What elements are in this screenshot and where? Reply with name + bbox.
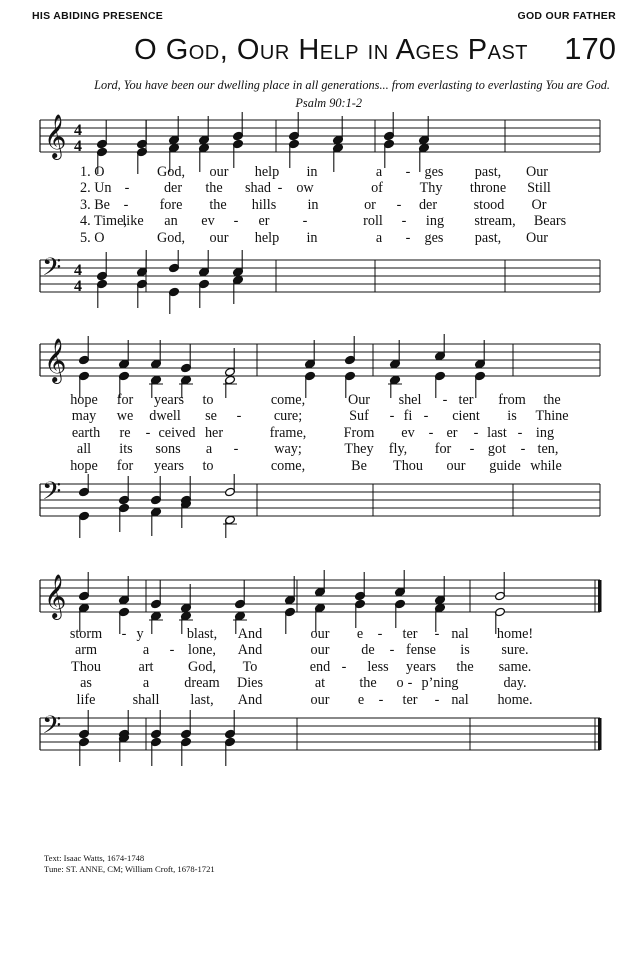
lyric-syllable: all xyxy=(76,441,92,458)
lyric-syllable: shel xyxy=(398,392,422,408)
lyric-syllable: o xyxy=(396,675,404,692)
lyric-syllable: God, xyxy=(157,229,185,246)
lyric-syllable: art xyxy=(138,658,154,675)
lyric-syllable: Thine xyxy=(535,408,569,425)
lyric-syllable: ev xyxy=(401,424,415,441)
syllable-hyphen: - xyxy=(428,424,434,441)
syllable-hyphen: - xyxy=(233,213,239,230)
lyric-syllable: hope xyxy=(70,392,98,408)
hymn-title: O God, Our Help in Ages Past xyxy=(134,34,528,66)
lyric-syllable: stood xyxy=(473,196,505,213)
stanza-2-line xyxy=(0,642,640,658)
syllable-hyphen: - xyxy=(423,408,429,425)
syllable-hyphen: - xyxy=(233,441,239,458)
syllable-hyphen: - xyxy=(473,424,479,441)
lyric-syllable: past, xyxy=(474,164,502,180)
lyric-syllable: lone, xyxy=(188,642,216,659)
treble-clef-icon: 𝄞 xyxy=(44,573,67,618)
lyric-syllable: From xyxy=(343,424,375,441)
lyric-syllable: in xyxy=(307,196,319,213)
lyric-syllable: blast, xyxy=(186,626,218,642)
lyric-syllable: come, xyxy=(270,457,306,474)
lyric-syllable: or xyxy=(364,196,376,213)
lyric-syllable: They xyxy=(344,441,374,458)
lyric-syllable: its xyxy=(119,441,133,458)
lyric-syllable: help xyxy=(254,229,280,246)
lyric-syllable: help xyxy=(254,164,280,180)
lyric-syllable: Bears xyxy=(533,213,567,230)
lyric-syllable: earth xyxy=(71,424,101,441)
lyric-syllable: in xyxy=(306,229,318,246)
lyric-syllable: our xyxy=(209,164,229,180)
lyric-syllable: ter xyxy=(458,392,474,408)
syllable-hyphen: - xyxy=(442,392,448,408)
bass-clef-icon: 𝄢 xyxy=(42,477,62,512)
lyric-syllable: is xyxy=(507,408,517,425)
lyric-syllable: Thou xyxy=(71,658,101,675)
lyric-syllable: past, xyxy=(474,229,502,246)
lyric-syllable: years xyxy=(154,457,184,474)
lyric-syllable: se xyxy=(205,408,217,425)
lyric-syllable: 2. Un xyxy=(80,180,112,197)
lyric-syllable: sons xyxy=(155,441,181,458)
lyric-syllable: der xyxy=(163,180,183,197)
lyric-syllable: same. xyxy=(498,658,532,675)
lyric-syllable: Still xyxy=(527,180,551,197)
lyric-syllable: our xyxy=(209,229,229,246)
stanza-5-line xyxy=(0,230,640,246)
lyric-syllable: ceived xyxy=(158,424,196,441)
lyric-syllable: way; xyxy=(274,441,302,458)
lyric-syllable: may xyxy=(71,408,97,425)
treble-clef-icon: 𝄞 xyxy=(44,113,67,158)
stanza-1-line xyxy=(0,164,640,180)
lyric-syllable: hope xyxy=(70,457,98,474)
lyric-syllable: at xyxy=(314,675,326,692)
lyric-syllable: the xyxy=(456,658,474,675)
lyric-syllable: Be xyxy=(351,457,367,474)
lyric-syllable: life xyxy=(76,691,96,708)
lyric-syllable: our xyxy=(310,642,330,659)
stanza-3-line xyxy=(0,197,640,213)
lyric-syllable: 4. Time, xyxy=(80,213,127,230)
lyric-syllable: ow xyxy=(296,180,314,197)
stanza-4-line xyxy=(0,675,640,691)
lyric-syllable: throne xyxy=(469,180,507,197)
lyric-syllable: shad xyxy=(244,180,272,197)
lyric-syllable: And xyxy=(237,626,263,642)
lyric-syllable: a xyxy=(142,642,150,659)
lyric-syllable: last, xyxy=(190,691,214,708)
bass-staff-system-2 xyxy=(0,474,640,538)
lyric-syllable: er xyxy=(446,424,458,441)
lyric-syllable: roll xyxy=(363,213,383,230)
lyric-syllable: Our xyxy=(525,229,549,246)
running-header-left: HIS ABIDING PRESENCE xyxy=(32,10,164,22)
syllable-hyphen: - xyxy=(302,213,308,230)
lyric-syllable: less xyxy=(367,658,389,675)
lyric-syllable: e xyxy=(356,626,364,642)
bass-clef-icon: 𝄢 xyxy=(42,253,62,288)
lyric-syllable: And xyxy=(237,642,263,659)
syllable-hyphen: - xyxy=(236,408,242,425)
stanza-2-line xyxy=(0,408,640,424)
lyric-syllable: dream xyxy=(184,675,220,692)
lyric-syllable: Dies xyxy=(236,675,264,692)
lyric-syllable: And xyxy=(237,691,263,708)
lyric-syllable: a xyxy=(142,675,150,692)
lyric-syllable: for xyxy=(116,392,134,408)
lyric-syllable: Thy xyxy=(419,180,443,197)
syllable-hyphen: - xyxy=(407,675,413,692)
lyric-syllable: end xyxy=(309,658,331,675)
text-credit: Text: Isaac Watts, 1674-1748 xyxy=(44,853,145,863)
stanza-3-line xyxy=(0,659,640,675)
syllable-hyphen: - xyxy=(378,691,384,708)
lyric-syllable: er xyxy=(258,213,270,230)
stanza-2-line xyxy=(0,180,640,196)
lyric-syllable: 3. Be xyxy=(80,196,110,213)
lyric-syllable: fore xyxy=(159,196,183,213)
lyric-syllable: ev xyxy=(201,213,215,230)
lyric-syllable: years xyxy=(406,658,436,675)
lyric-syllable: to xyxy=(202,457,214,474)
lyric-syllable: as xyxy=(80,675,92,692)
hymn-number: 170 xyxy=(564,31,616,66)
lyric-syllable: while xyxy=(530,457,562,474)
treble-staff-system-2 xyxy=(0,334,640,398)
lyric-syllable: for xyxy=(116,457,134,474)
syllable-hyphen: - xyxy=(434,691,440,708)
tune-credit: Tune: ST. ANNE, CM; William Croft, 1678-1721 xyxy=(44,864,215,874)
lyric-syllable: a xyxy=(205,441,213,458)
lyric-syllable: got xyxy=(487,441,507,458)
lyric-syllable: storm xyxy=(69,626,103,642)
lyric-syllable: the xyxy=(359,675,377,692)
lyric-syllable: stream, xyxy=(474,213,516,230)
lyric-syllable: fly, xyxy=(388,441,408,458)
lyric-syllable: guide xyxy=(489,457,521,474)
syllable-hyphen: - xyxy=(434,626,440,642)
stanza-4-line xyxy=(0,213,640,229)
lyric-syllable: ter xyxy=(402,691,418,708)
stanza-4-line xyxy=(0,441,640,457)
lyric-syllable: last xyxy=(487,424,507,441)
syllable-hyphen: - xyxy=(377,626,383,642)
scripture-citation: Psalm 90:1-2 xyxy=(295,96,362,110)
final-barline-thick xyxy=(598,718,602,750)
lyric-syllable: day. xyxy=(503,675,527,692)
lyric-syllable: ges xyxy=(424,229,444,246)
scripture-epigraph: Lord, You have been our dwelling place in all generations... from everlasting to everlasting You are God. xyxy=(94,78,610,92)
lyric-syllable: of xyxy=(371,180,383,197)
treble-staff-system-3 xyxy=(0,570,640,634)
time-signature-icon: 4 xyxy=(74,122,82,140)
lyric-syllable: is xyxy=(460,642,470,659)
lyric-syllable: ten, xyxy=(537,441,559,458)
lyric-syllable: ing xyxy=(535,424,555,441)
lyric-syllable: an xyxy=(164,213,178,230)
lyric-syllable: God, xyxy=(188,658,216,675)
lyric-syllable: the xyxy=(205,180,223,197)
lyric-syllable: dwell xyxy=(149,408,181,425)
lyric-syllable: cure; xyxy=(273,408,303,425)
lyric-syllable: cient xyxy=(452,408,480,425)
stanza-1-line xyxy=(0,626,640,642)
running-header-right: GOD OUR FATHER xyxy=(517,10,616,22)
lyric-syllable: nal xyxy=(451,626,469,642)
lyric-syllable: our xyxy=(310,691,330,708)
syllable-hyphen: - xyxy=(520,441,526,458)
lyric-syllable: home. xyxy=(497,691,533,708)
syllable-hyphen: - xyxy=(389,642,395,659)
lyric-syllable: ter xyxy=(402,626,418,642)
syllable-hyphen: - xyxy=(517,424,523,441)
syllable-hyphen: - xyxy=(469,441,475,458)
syllable-hyphen: - xyxy=(124,180,130,197)
lyric-syllable: from xyxy=(498,392,526,408)
lyric-syllable: p’ning xyxy=(421,675,459,692)
syllable-hyphen: - xyxy=(401,213,407,230)
lyric-syllable: Our xyxy=(347,392,371,408)
lyric-syllable: ing xyxy=(425,213,445,230)
lyric-syllable: Thou xyxy=(393,457,423,474)
syllable-hyphen: - xyxy=(121,626,127,642)
lyric-syllable: a xyxy=(375,164,383,180)
lyric-syllable: Our xyxy=(525,164,549,180)
lyric-syllable: our xyxy=(310,626,330,642)
lyric-syllable: like xyxy=(122,213,144,230)
lyric-syllable: re xyxy=(119,424,131,441)
lyric-syllable: for xyxy=(434,441,452,458)
lyric-syllable: the xyxy=(209,196,227,213)
lyric-syllable: y xyxy=(136,626,144,642)
stanza-5-line xyxy=(0,692,640,708)
lyric-syllable: God, xyxy=(157,164,185,180)
lyric-syllable: der xyxy=(418,196,438,213)
lyric-syllable: Suf xyxy=(349,408,369,425)
treble-clef-icon: 𝄞 xyxy=(44,337,67,382)
lyric-syllable: shall xyxy=(132,691,160,708)
lyric-syllable: 5. O xyxy=(80,229,105,246)
lyric-syllable: a xyxy=(375,229,383,246)
syllable-hyphen: - xyxy=(123,196,129,213)
lyric-syllable: in xyxy=(306,164,318,180)
lyric-syllable: de xyxy=(361,642,375,659)
lyric-syllable: to xyxy=(202,392,214,408)
lyric-syllable: arm xyxy=(74,642,98,659)
lyric-syllable: hills xyxy=(251,196,277,213)
lyric-syllable: home! xyxy=(496,626,534,642)
stanza-5-line xyxy=(0,458,640,474)
lyric-syllable: e xyxy=(357,691,365,708)
lyric-syllable: nal xyxy=(451,691,469,708)
syllable-hyphen: - xyxy=(277,180,283,197)
final-barline-thick xyxy=(598,580,602,612)
bass-staff-system-1 xyxy=(0,250,640,314)
time-signature-icon: 4 xyxy=(74,262,82,280)
lyric-syllable: Or xyxy=(531,196,547,213)
syllable-hyphen: - xyxy=(145,424,151,441)
lyric-syllable: the xyxy=(543,392,561,408)
stanza-3-line xyxy=(0,425,640,441)
syllable-hyphen: - xyxy=(389,408,395,425)
time-signature-icon: 4 xyxy=(74,278,82,296)
hymn-credits xyxy=(44,853,215,875)
lyric-syllable: our xyxy=(446,457,466,474)
syllable-hyphen: - xyxy=(405,164,411,180)
lyric-syllable: fense xyxy=(406,642,436,659)
syllable-hyphen: - xyxy=(169,642,175,659)
syllable-hyphen: - xyxy=(405,229,411,246)
lyric-syllable: ges xyxy=(424,164,444,180)
bass-clef-icon: 𝄢 xyxy=(42,711,62,746)
bass-staff-system-3 xyxy=(0,708,640,772)
lyric-syllable: come, xyxy=(270,392,306,408)
time-signature-icon: 4 xyxy=(74,138,82,156)
syllable-hyphen: - xyxy=(341,658,347,675)
lyric-syllable: sure. xyxy=(501,642,529,659)
lyric-syllable: frame, xyxy=(269,424,307,441)
lyric-syllable: years xyxy=(154,392,184,408)
stanza-1-line xyxy=(0,392,640,408)
syllable-hyphen: - xyxy=(396,196,402,213)
lyric-syllable: fi xyxy=(403,408,413,425)
lyric-syllable: her xyxy=(204,424,224,441)
lyric-syllable: To xyxy=(242,658,258,675)
lyric-syllable: we xyxy=(116,408,134,425)
lyric-syllable: 1. O xyxy=(80,164,105,180)
